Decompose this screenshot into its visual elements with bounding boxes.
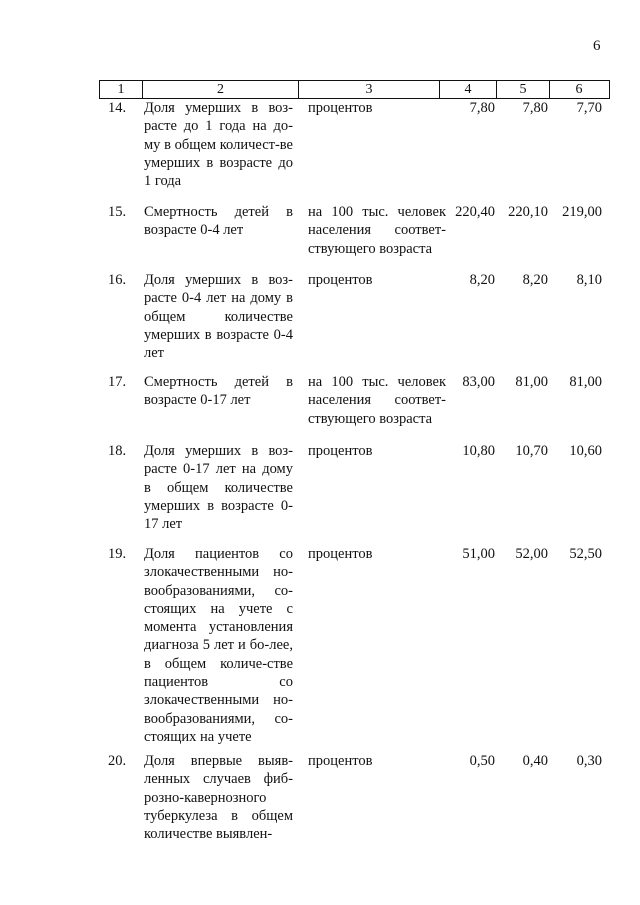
header-col-1: 1	[117, 82, 125, 97]
header-col-2: 2	[217, 82, 224, 97]
row-number: 17.	[108, 374, 127, 390]
table-header	[99, 80, 610, 99]
row-number: 20.	[108, 753, 127, 769]
value-col-6: 52,50	[569, 546, 602, 562]
value-col-5: 8,20	[522, 272, 548, 288]
header-col-6: 6	[575, 82, 583, 97]
row-number: 18.	[108, 443, 127, 459]
value-col-5: 10,70	[515, 443, 548, 459]
indicator-name: Доля умерших в воз-расте 0-17 лет на дому в общем количестве умерших в возрасте 0-17 лет	[144, 443, 293, 533]
header-col-5: 5	[519, 82, 527, 97]
indicator-unit: процентов	[308, 443, 373, 459]
indicator-unit: на 100 тыс. человек населения соответ-ствующего возраста	[308, 374, 446, 427]
value-col-5: 81,00	[515, 374, 548, 390]
indicator-name: Смертность детей в возрасте 0-17 лет	[144, 374, 293, 409]
value-col-4: 8,20	[469, 272, 495, 288]
value-col-4: 10,80	[462, 443, 495, 459]
value-col-4: 220,40	[455, 204, 495, 220]
indicator-name: Смертность детей в возрасте 0-4 лет	[144, 204, 293, 239]
indicator-unit: процентов	[308, 546, 373, 562]
indicator-unit: процентов	[308, 272, 373, 288]
header-col-4: 4	[464, 82, 472, 97]
indicator-name: Доля умерших в воз-расте до 1 года на до-му в общем количест-ве умерших в возрасте до 1 года	[144, 100, 293, 190]
indicator-unit: на 100 тыс. человек населения соответ-ствующего возраста	[308, 204, 446, 257]
row-number: 15.	[108, 204, 127, 220]
page-number: 6	[593, 38, 601, 54]
indicator-name: Доля умерших в воз-расте 0-4 лет на дому в общем количестве умерших в возрасте 0-4 лет	[144, 272, 293, 362]
value-col-4: 0,50	[469, 753, 495, 769]
value-col-6: 10,60	[569, 443, 602, 459]
indicator-unit: процентов	[308, 753, 373, 769]
indicator-name: Доля впервые выяв-ленных случаев фиб-розно-кавернозного туберкулеза в общем количестве выявлен-	[144, 753, 293, 843]
row-number: 19.	[108, 546, 127, 562]
value-col-4: 7,80	[469, 100, 495, 116]
value-col-6: 0,30	[576, 753, 602, 769]
value-col-5: 52,00	[515, 546, 548, 562]
row-number: 14.	[108, 100, 127, 116]
value-col-6: 8,10	[576, 272, 602, 288]
value-col-5: 0,40	[522, 753, 548, 769]
value-col-6: 7,70	[576, 100, 602, 116]
row-number: 16.	[108, 272, 127, 288]
indicator-unit: процентов	[308, 100, 373, 116]
value-col-4: 83,00	[462, 374, 495, 390]
value-col-6: 219,00	[562, 204, 602, 220]
value-col-4: 51,00	[462, 546, 495, 562]
header-col-3: 3	[365, 82, 373, 97]
value-col-5: 220,10	[508, 204, 548, 220]
value-col-6: 81,00	[569, 374, 602, 390]
indicator-name: Доля пациентов со злокачественными но-вообразованиями, со-стоящих на учете с момента установления диагноза 5 лет и бо-лее, в общем количе-стве пациентов со злокачественными но-вообразованиями, со-стоящих на учете	[144, 546, 293, 745]
value-col-5: 7,80	[522, 100, 548, 116]
